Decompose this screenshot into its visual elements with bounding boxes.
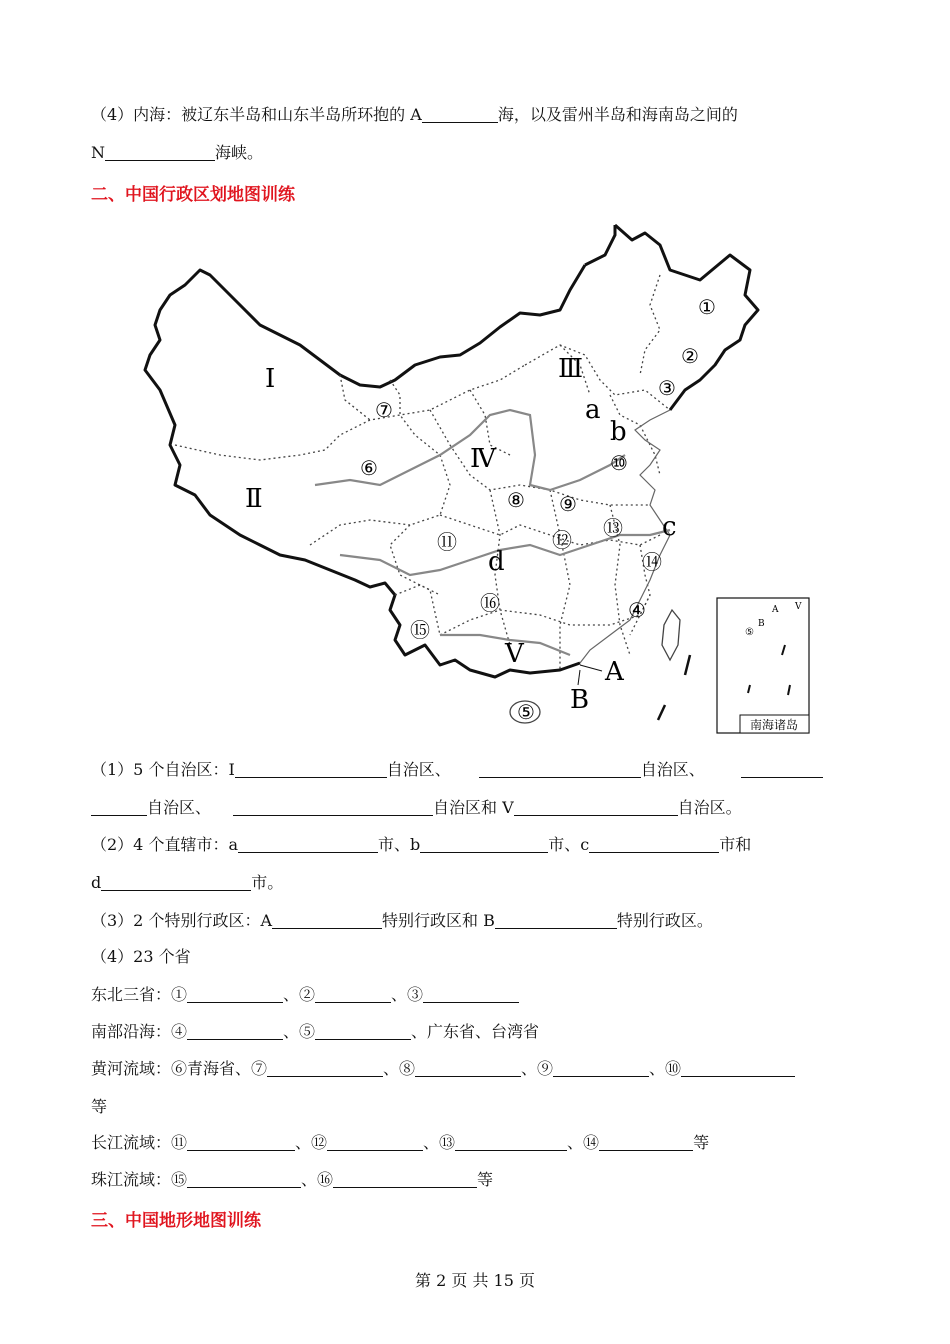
- q2-text-4: 市。: [251, 873, 284, 892]
- answer-blank-IV[interactable]: [233, 799, 433, 816]
- yellowriver-sep-2: 、⑧: [383, 1059, 416, 1078]
- yangtze-sep-2: 、⑫: [295, 1133, 328, 1152]
- yangtze-label: 长江流域：⑪: [91, 1133, 188, 1152]
- answer-blank-1[interactable]: [187, 986, 283, 1003]
- answer-blank-V[interactable]: [514, 799, 678, 816]
- answer-blank-10[interactable]: [681, 1060, 795, 1077]
- answer-blank-A-sea[interactable]: [422, 106, 498, 123]
- q2-text-1: 市、b: [378, 835, 421, 854]
- answer-blank-III-b[interactable]: [91, 799, 147, 816]
- northeast-label: 东北三省：①: [91, 985, 188, 1004]
- answer-blank-a[interactable]: [238, 836, 378, 853]
- answer-blank-II[interactable]: [479, 761, 641, 778]
- answer-blank-15[interactable]: [187, 1171, 301, 1188]
- q2-line1: [91, 834, 751, 856]
- answer-blank-N-strait[interactable]: [105, 144, 215, 161]
- map-num-15: ⑮: [410, 618, 430, 642]
- yangtze-end: 等: [693, 1133, 710, 1152]
- q2-line2: [91, 872, 283, 894]
- map-num-1: ①: [698, 295, 716, 319]
- q2-text-2: 市、c: [548, 835, 590, 854]
- map-num-16: ⑯: [480, 591, 500, 615]
- q4-text-4: 海峡。: [215, 143, 264, 162]
- inset-label-5: ⑤: [745, 627, 754, 638]
- answer-blank-16[interactable]: [333, 1171, 477, 1188]
- inset-label-B: B: [758, 619, 765, 629]
- inset-label-A: A: [772, 605, 779, 615]
- map-num-3: ③: [658, 376, 676, 400]
- answer-blank-sar-A[interactable]: [272, 912, 382, 929]
- china-outline-north: [585, 225, 615, 265]
- map-num-7: ⑦: [375, 398, 393, 422]
- yangtze-sep-3: 、⑬: [423, 1133, 456, 1152]
- southcoast-sep-2: 、⑤: [283, 1022, 316, 1041]
- nine-dash-line: [658, 655, 690, 720]
- pearl-label: 珠江流域：⑮: [91, 1170, 188, 1189]
- answer-blank-c[interactable]: [589, 836, 719, 853]
- southcoast-line: [91, 1021, 539, 1043]
- section2-title: 二、中国行政区划地图训练: [91, 185, 295, 205]
- q3-intro: （3）2 个特别行政区：A: [91, 911, 273, 930]
- answer-blank-12[interactable]: [327, 1134, 423, 1151]
- map-label-I: Ⅰ: [265, 364, 276, 394]
- northeast-sep-2: 、②: [283, 985, 316, 1004]
- q1-text-3: 自治区、: [147, 798, 212, 817]
- q3-text-1: 特别行政区和 B: [382, 911, 495, 930]
- q2-d: d: [91, 873, 102, 892]
- q4-inner-sea-line2: [91, 142, 263, 164]
- q4-text-2: 海，以及雷州半岛和海南岛之间的: [497, 105, 738, 124]
- southcoast-label: 南部沿海：④: [91, 1022, 188, 1041]
- answer-blank-I[interactable]: [235, 761, 387, 778]
- pearl-sep-2: 、⑯: [301, 1170, 334, 1189]
- yellowriver-label: 黄河流域：⑥青海省、⑦: [91, 1059, 268, 1078]
- q4-text-1: （4）内海：被辽东半岛和山东半岛所环抱的 A: [91, 105, 422, 124]
- map-num-12: ⑫: [552, 528, 572, 552]
- answer-blank-b[interactable]: [420, 836, 548, 853]
- northeast-sep-3: 、③: [391, 985, 424, 1004]
- map-label-a: a: [585, 395, 601, 425]
- map-label-III: Ⅲ: [558, 354, 584, 384]
- southcoast-rest: 、广东省、台湾省: [411, 1022, 540, 1041]
- map-label-IV: Ⅳ: [470, 444, 496, 474]
- map-label-II: Ⅱ: [245, 484, 263, 514]
- answer-blank-sar-B[interactable]: [495, 912, 617, 929]
- answer-blank-14[interactable]: [599, 1134, 693, 1151]
- yellowriver-line: [91, 1058, 795, 1080]
- answer-blank-8[interactable]: [415, 1060, 521, 1077]
- answer-blank-2[interactable]: [315, 986, 391, 1003]
- q2-intro: （2）4 个直辖市：a: [91, 835, 238, 854]
- section3-title: 三、中国地形地图训练: [91, 1211, 261, 1231]
- q1-intro: （1）5 个自治区：I: [91, 760, 235, 779]
- q1-text-2: 自治区、: [640, 760, 705, 779]
- q1-text-4: 自治区和 V: [433, 798, 514, 817]
- answer-blank-7[interactable]: [267, 1060, 383, 1077]
- map-label-b: b: [610, 417, 627, 447]
- northeast-line: [91, 984, 519, 1006]
- map-num-10: ⑩: [610, 451, 628, 475]
- map-label-c: c: [662, 512, 677, 542]
- q1-line2: [91, 797, 742, 819]
- q1-text-5: 自治区。: [677, 798, 742, 817]
- map-num-5: ⑤: [517, 700, 535, 724]
- q3-line: [91, 910, 713, 932]
- map-num-4: ④: [628, 598, 646, 622]
- answer-blank-11[interactable]: [187, 1134, 295, 1151]
- answer-blank-d[interactable]: [101, 874, 251, 891]
- q4-text-3: N: [91, 143, 105, 162]
- map-num-2: ②: [681, 344, 699, 368]
- answer-blank-4[interactable]: [187, 1023, 283, 1040]
- q3-text-2: 特别行政区。: [616, 911, 713, 930]
- answer-blank-13[interactable]: [455, 1134, 567, 1151]
- map-num-11: ⑪: [437, 530, 457, 554]
- map-num-13: ⑬: [603, 516, 623, 540]
- taiwan-island: [662, 610, 680, 660]
- south-sea-islands-inset: [717, 598, 809, 733]
- q4-intro: （4）23 个省: [91, 947, 191, 966]
- q2-text-3: 市和: [719, 835, 752, 854]
- page-footer: 第 2 页 共 15 页: [415, 1271, 535, 1290]
- map-num-14: ⑭: [642, 550, 662, 574]
- pearl-line: [91, 1169, 493, 1191]
- answer-blank-5[interactable]: [315, 1023, 411, 1040]
- answer-blank-III-a[interactable]: [741, 761, 823, 778]
- q1-line1: [91, 759, 823, 781]
- q4-inner-sea-line1: [91, 104, 738, 126]
- answer-blank-9[interactable]: [553, 1060, 649, 1077]
- map-num-9: ⑨: [559, 492, 577, 516]
- map-label-B: B: [570, 685, 590, 715]
- map-num-8: ⑧: [507, 488, 525, 512]
- map-label-V: Ⅴ: [505, 639, 524, 669]
- inset-label-V: V: [795, 602, 802, 612]
- map-label-d: d: [488, 547, 505, 577]
- yangtze-line: [91, 1132, 709, 1154]
- yellowriver-sep-3: 、⑨: [521, 1059, 554, 1078]
- yellowriver-end: 等: [91, 1097, 108, 1116]
- china-outline: [145, 225, 758, 677]
- q1-text-1: 自治区、: [386, 760, 451, 779]
- china-admin-map: [140, 215, 820, 735]
- map-label-A: A: [605, 657, 624, 687]
- yangtze-sep-4: 、⑭: [567, 1133, 600, 1152]
- pearl-end: 等: [477, 1170, 494, 1189]
- inset-label: 南海诸岛: [749, 718, 799, 732]
- map-num-6: ⑥: [360, 456, 378, 480]
- yellowriver-sep-4: 、⑩: [649, 1059, 682, 1078]
- answer-blank-3[interactable]: [423, 986, 519, 1003]
